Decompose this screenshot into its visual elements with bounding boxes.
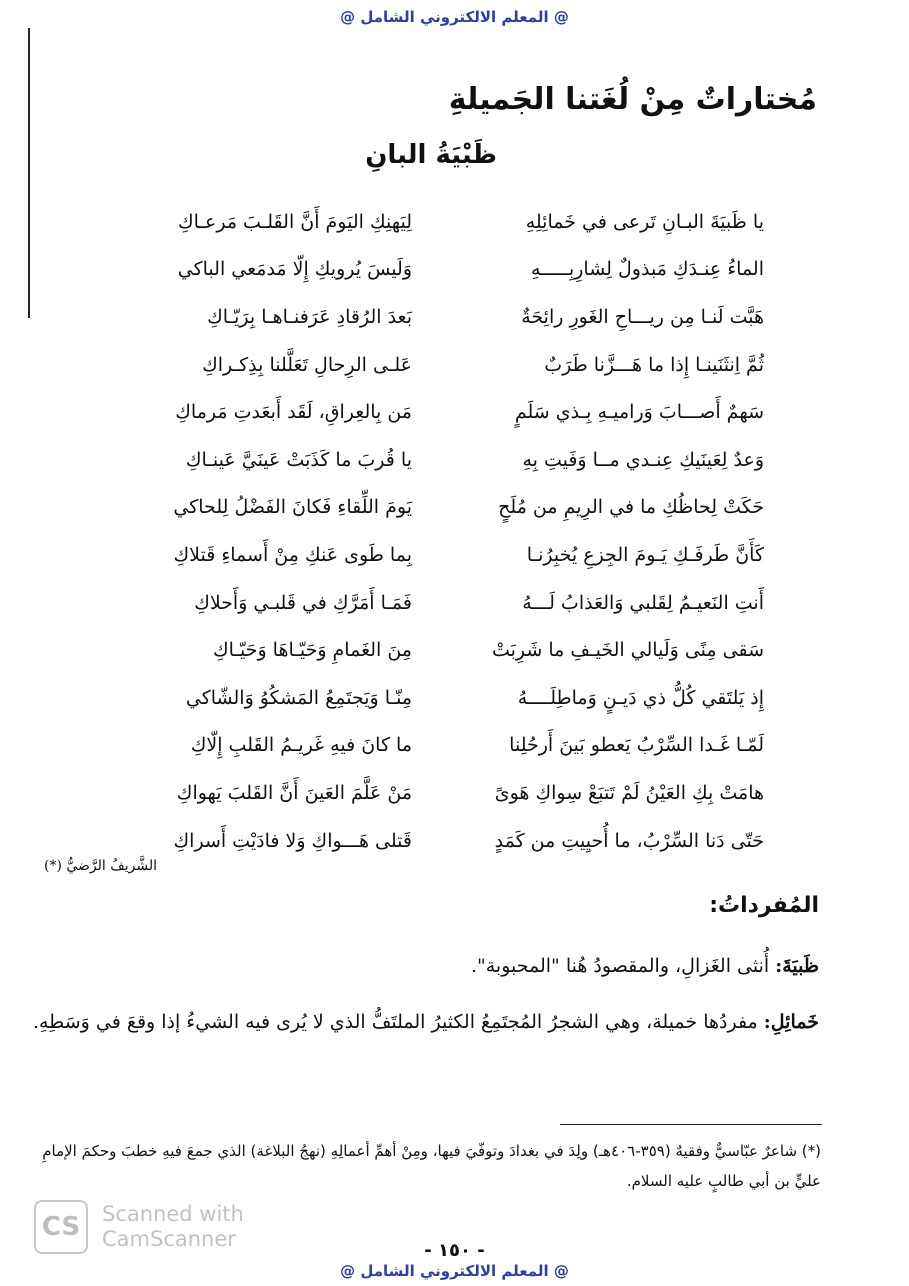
vocab-term: ظَبيَةَ: <box>775 955 819 977</box>
vocab-definition: أُنثى الغَزالِ، والمقصودُ هُنا "المحبوبة". <box>470 955 776 977</box>
verse-row <box>112 531 764 579</box>
page-number: - ١٥٠ - <box>424 1240 485 1261</box>
verse-first-hemistich: كَأَنَّ طَرفَـكِ يَـومَ الجِزعِ يُخبِرُنـا <box>526 543 764 566</box>
section-title: مُختاراتٌ مِنْ لُغَتنا الجَميلةِ <box>448 82 817 117</box>
verse-row <box>112 293 764 341</box>
verse-row <box>112 246 764 294</box>
vocab-heading: المُفرداتُ: <box>709 893 819 918</box>
vocab-term: خَمائِلِ: <box>763 1011 819 1033</box>
watermark-top: @ المعلم الالكتروني الشامل @ <box>340 8 569 26</box>
verse-first-hemistich: ثُمَّ اِنثَنَينـا إِذا ما هَـــزَّنا طَرَبٌ <box>544 353 764 376</box>
poet-name: الشَّريفُ الرَّضيُّ (*) <box>44 858 158 874</box>
verse-first-hemistich: سَقى مِنًى وَلَيالي الخَيـفِ ما شَرِبَتْ <box>491 639 764 662</box>
verse-second-hemistich: يَومَ اللِّقاءِ فَكانَ الفَضْلُ لِلحاكي <box>173 496 412 519</box>
verse-second-hemistich: بَعدَ الرُقادِ عَرَفنـاهـا بِرَيّـاكِ <box>207 305 412 328</box>
verse-row <box>112 579 764 627</box>
verse-second-hemistich: فَمَـا أَمَرَّكِ في قَلبـي وَأَحلاكِ <box>194 591 412 614</box>
verse-second-hemistich: مَنْ عَلَّمَ العَينَ أَنَّ القَلبَ يَهواكِ <box>176 781 412 804</box>
camscanner-line1: Scanned with <box>102 1202 244 1226</box>
verse-row <box>112 198 764 246</box>
verse-first-hemistich: يا ظَبيَةَ البـانِ تَرعى في خَمائِلِهِ <box>525 210 764 233</box>
watermark-bottom: @ المعلم الالكتروني الشامل @ <box>340 1262 569 1280</box>
verse-row <box>112 436 764 484</box>
verse-row <box>112 722 764 770</box>
verse-row <box>112 388 764 436</box>
verse-second-hemistich: مِنّـا وَيَجتَمِعُ المَشكُوُ وَالشّاكي <box>185 686 412 709</box>
vocab-entry <box>29 1000 819 1044</box>
footnote: (*) شاعرٌ عبّاسيٌّ وفقيهٌ (٣٥٩-٤٠٦هـ) ولِدَ في بغدادَ وتوفّيَ فيها، ومِنْ أهمِّ أعمالِهِ (نهجُ البلاغة) الذي جمعَ فيهِ خطبَ وحكمَ الإمامِ عليٍّ بن أبي طالبٍ عليه السلام. <box>42 1142 821 1190</box>
verse-row <box>112 484 764 532</box>
verse-second-hemistich: ما كانَ فيهِ غَريـمُ القَلبِ إِلّاكِ <box>190 734 412 757</box>
verse-second-hemistich: يا قُربَ ما كَذَبَتْ عَينَيَّ عَينـاكِ <box>185 448 412 471</box>
poem-body <box>112 198 764 864</box>
poem-title: ظَبْيَةُ البانِ <box>365 140 497 170</box>
verse-row <box>112 674 764 722</box>
verse-first-hemistich: هامَتْ بِكِ العَيْنُ لَمْ تَتبَعْ سِواكِ هَوىً <box>494 781 764 804</box>
verse-first-hemistich: هَبَّت لَنـا مِن ريـــاحِ الغَورِ رائِحَةٌ <box>521 305 764 328</box>
verse-first-hemistich: الماءُ عِنـدَكِ مَبذولٌ لِشارِبِـــــهِ <box>530 258 764 281</box>
verse-second-hemistich: وَلَيسَ يُرويكِ إِلّا مَدمَعي الباكي <box>177 258 412 281</box>
verse-second-hemistich: مِنَ الغَمامِ وَحَيّـاهَا وَحَيّـاكِ <box>212 639 412 662</box>
verse-second-hemistich: مَن بِالعِراقِ، لَقَد أَبعَدتِ مَرماكِ <box>175 401 412 424</box>
verse-row <box>112 769 764 817</box>
verse-row <box>112 817 764 865</box>
margin-rule <box>28 28 30 318</box>
verse-first-hemistich: سَهمٌ أَصـــابَ وَراميـهِ بِـذي سَلَمٍ <box>514 401 764 424</box>
vocab-definition: مفردُها خميلة، وهي الشجرُ المُجتَمِعُ الكثيرُ الملتَفُّ الذي لا يُرى فيه الشيءُ إذا وقعَ في وَسَطِهِ. <box>32 1011 764 1033</box>
verse-row <box>112 341 764 389</box>
verse-second-hemistich: عَلـى الرِحالِ تَعَلَّلنا بِذِكـراكِ <box>202 353 412 376</box>
verse-first-hemistich: لَمّـا غَـدا السِّرْبُ يَعطو بَينَ أَرحُلِنا <box>509 734 764 757</box>
verse-second-hemistich: بِما طَوى عَنكِ مِنْ أَسماءِ قَتلاكِ <box>173 543 412 566</box>
verse-first-hemistich: وَعدٌ لِعَينَيكِ عِنـدي مــا وَفَيتِ بِهِ <box>522 448 764 471</box>
verse-second-hemistich: قَتلى هَـــواكِ وَلا فادَيْتِ أَسراكِ <box>173 829 412 852</box>
vocab-entry <box>29 944 819 988</box>
verse-first-hemistich: حَتّى دَنا السِّرْبُ، ما أُحيِيتِ من كَمَدٍ <box>494 829 764 852</box>
verse-first-hemistich: حَكَتْ لِحاظُكِ ما في الرِيمِ من مُلَحٍ <box>498 496 764 519</box>
verse-second-hemistich: لِيَهنِكِ اليَومَ أَنَّ القَلـبَ مَرعـاكِ <box>177 210 412 233</box>
verse-first-hemistich: أَنتِ النَعيـمُ لِقَلبي وَالعَذابُ لَـــهُ <box>522 591 764 614</box>
camscanner-line2: CamScanner <box>102 1227 236 1251</box>
camscanner-logo-icon: CS <box>34 1200 88 1254</box>
verse-row <box>112 626 764 674</box>
verse-first-hemistich: إِذ يَلتَقي كُلُّ ذي دَيـنٍ وَماطِلَــــهُ <box>517 686 764 709</box>
footnote-divider <box>560 1124 822 1125</box>
